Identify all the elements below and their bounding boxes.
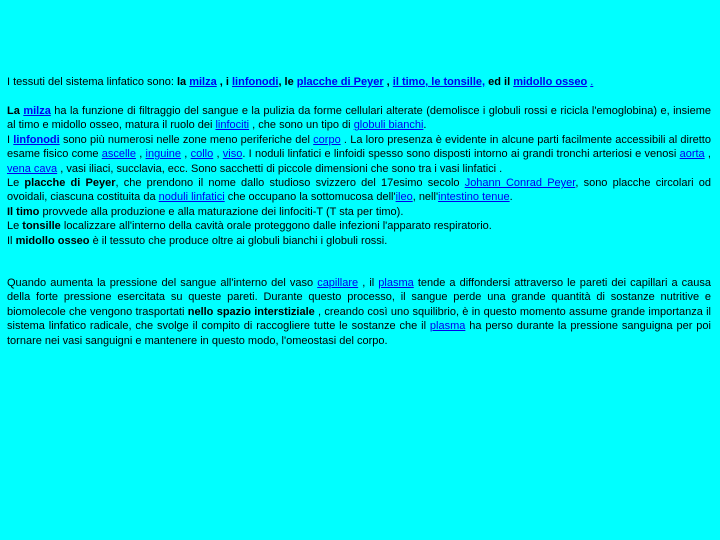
link-capillare[interactable]: capillare: [317, 277, 359, 289]
peyer-heading: placche di Peyer: [24, 177, 116, 190]
link-milza[interactable]: milza: [189, 76, 217, 88]
intro-bold: , i: [216, 76, 232, 88]
linfonodi-text: sono più numerosi nelle zone meno periferiche del: [59, 133, 314, 146]
organs-paragraph: [7, 104, 711, 248]
milza-heading: La: [7, 105, 24, 117]
separator: ,: [213, 148, 223, 161]
linfonodi-text: . I noduli linfatici e linfoidi spesso sono disposti intorno ai grandi tronchi arteriosi e venosi: [242, 148, 680, 161]
link-intestino-tenue[interactable]: intestino tenue: [438, 191, 510, 204]
tonsille-heading: tonsille: [22, 220, 61, 233]
link-aorta[interactable]: aorta: [679, 148, 705, 161]
separator: ,: [181, 148, 191, 161]
link-viso[interactable]: viso: [222, 148, 243, 161]
link-placche-di-peyer[interactable]: placche di Peyer: [296, 76, 384, 88]
linfonodi-text: I: [7, 133, 14, 146]
midollo-text: Il: [7, 234, 16, 247]
milza-text: .: [423, 119, 427, 132]
link-plasma[interactable]: plasma: [378, 277, 414, 289]
link-noduli-linfatici[interactable]: noduli linfatici: [158, 191, 225, 204]
link-trailing[interactable]: .: [590, 76, 594, 88]
milza-text: , che sono un tipo di: [249, 119, 354, 132]
link-collo[interactable]: collo: [190, 148, 214, 161]
intro-text: I tessuti del sistema linfatico sono:: [7, 76, 177, 88]
linfonodi-text: , vasi iliaci, succlavia, ecc. Sono sacchetti di piccole dimensioni che sono tra i vasi linfatici .: [57, 162, 503, 175]
separator: ,: [704, 148, 711, 161]
link-ileo[interactable]: ileo: [395, 191, 413, 204]
link-plasma-2[interactable]: plasma: [429, 320, 466, 333]
peyer-text: , nell': [412, 191, 439, 204]
link-linfonodi-2[interactable]: linfonodi: [13, 133, 60, 146]
link-milza-2[interactable]: milza: [23, 105, 51, 117]
peyer-text: .: [509, 191, 513, 204]
link-vena-cava[interactable]: vena cava: [7, 162, 58, 175]
pressure-text: , il: [358, 277, 379, 289]
midollo-text: è il tessuto che produce oltre ai globuli bianchi i globuli rossi.: [89, 234, 388, 247]
link-linfonodi[interactable]: linfonodi: [232, 76, 279, 88]
linfonodi-text: . La loro presenza è evidente in alcune parti facilmente accessibili al diretto esame fisico come: [7, 133, 711, 161]
tonsille-text: Le: [7, 220, 23, 233]
link-timo-tonsille[interactable]: il timo, le tonsille,: [392, 76, 486, 88]
pressure-paragraph: [7, 276, 711, 348]
link-ascelle[interactable]: ascelle: [101, 148, 136, 161]
spazio-interstiziale-bold: nello spazio interstiziale: [187, 305, 315, 318]
link-linfociti[interactable]: linfociti: [215, 119, 250, 132]
pressure-text: ha perso durante la pressione sanguigna per poi tornare nei vasi sanguigni e mantenere in questo modo, l'omeostasi del corpo.: [7, 320, 711, 347]
intro-bold: ,: [383, 76, 393, 88]
peyer-text: Le: [7, 177, 25, 190]
pressure-text: Quando aumenta la pressione del sangue all'interno del vaso: [7, 277, 318, 289]
peyer-text: , sono placche circolari od ovoidali, ciascuna costituita da: [7, 177, 711, 204]
peyer-text: che occupano la sottomucosa dell': [224, 191, 396, 204]
peyer-text: , che prendono il nome dallo studioso svizzero del 17esimo secolo: [115, 177, 465, 190]
link-inguine[interactable]: inguine: [145, 148, 182, 161]
link-johann-conrad-peyer[interactable]: Johann Conrad Peyer: [464, 177, 576, 190]
link-globuli-bianchi[interactable]: globuli bianchi: [353, 119, 424, 132]
timo-heading: Il timo: [7, 205, 40, 218]
intro-bold: , le: [278, 76, 297, 88]
midollo-heading: midollo osseo: [15, 234, 90, 247]
link-midollo-osseo[interactable]: midollo osseo: [513, 76, 588, 88]
link-corpo[interactable]: corpo: [313, 133, 341, 146]
pressure-text: , creando così uno squilibrio, è in questo momento assume grande importanza il sistema linfatico radicale, che svolge il compito di raccogliere tutte le sostanze che il: [7, 305, 711, 333]
milza-text: ha la funzione di filtraggio del sangue e la pulizia da forme cellulari alterate (demolisce i globuli rossi e ricicla l'emoglobina) e, insieme al timo e midollo osseo, matura il ruolo dei: [7, 105, 711, 132]
intro-paragraph: [7, 75, 711, 89]
intro-bold: la: [176, 76, 190, 88]
pressure-text: tende a diffondersi attraverso le pareti dei capillari a causa della forte pressione esercitata su queste pareti. Durante questo processo, il sangue perde una grande quantità di sostanze nutritive e biomolecole che vengono trasportati: [7, 277, 712, 318]
separator: ,: [135, 148, 146, 161]
timo-text: provvede alla produzione e alla maturazione dei linfociti-T (T sta per timo).: [39, 205, 404, 218]
tonsille-text: localizzare all'interno della cavità orale proteggono dalle infezioni l'apparato respiratorio.: [60, 220, 492, 233]
intro-bold: ed il: [485, 76, 514, 88]
